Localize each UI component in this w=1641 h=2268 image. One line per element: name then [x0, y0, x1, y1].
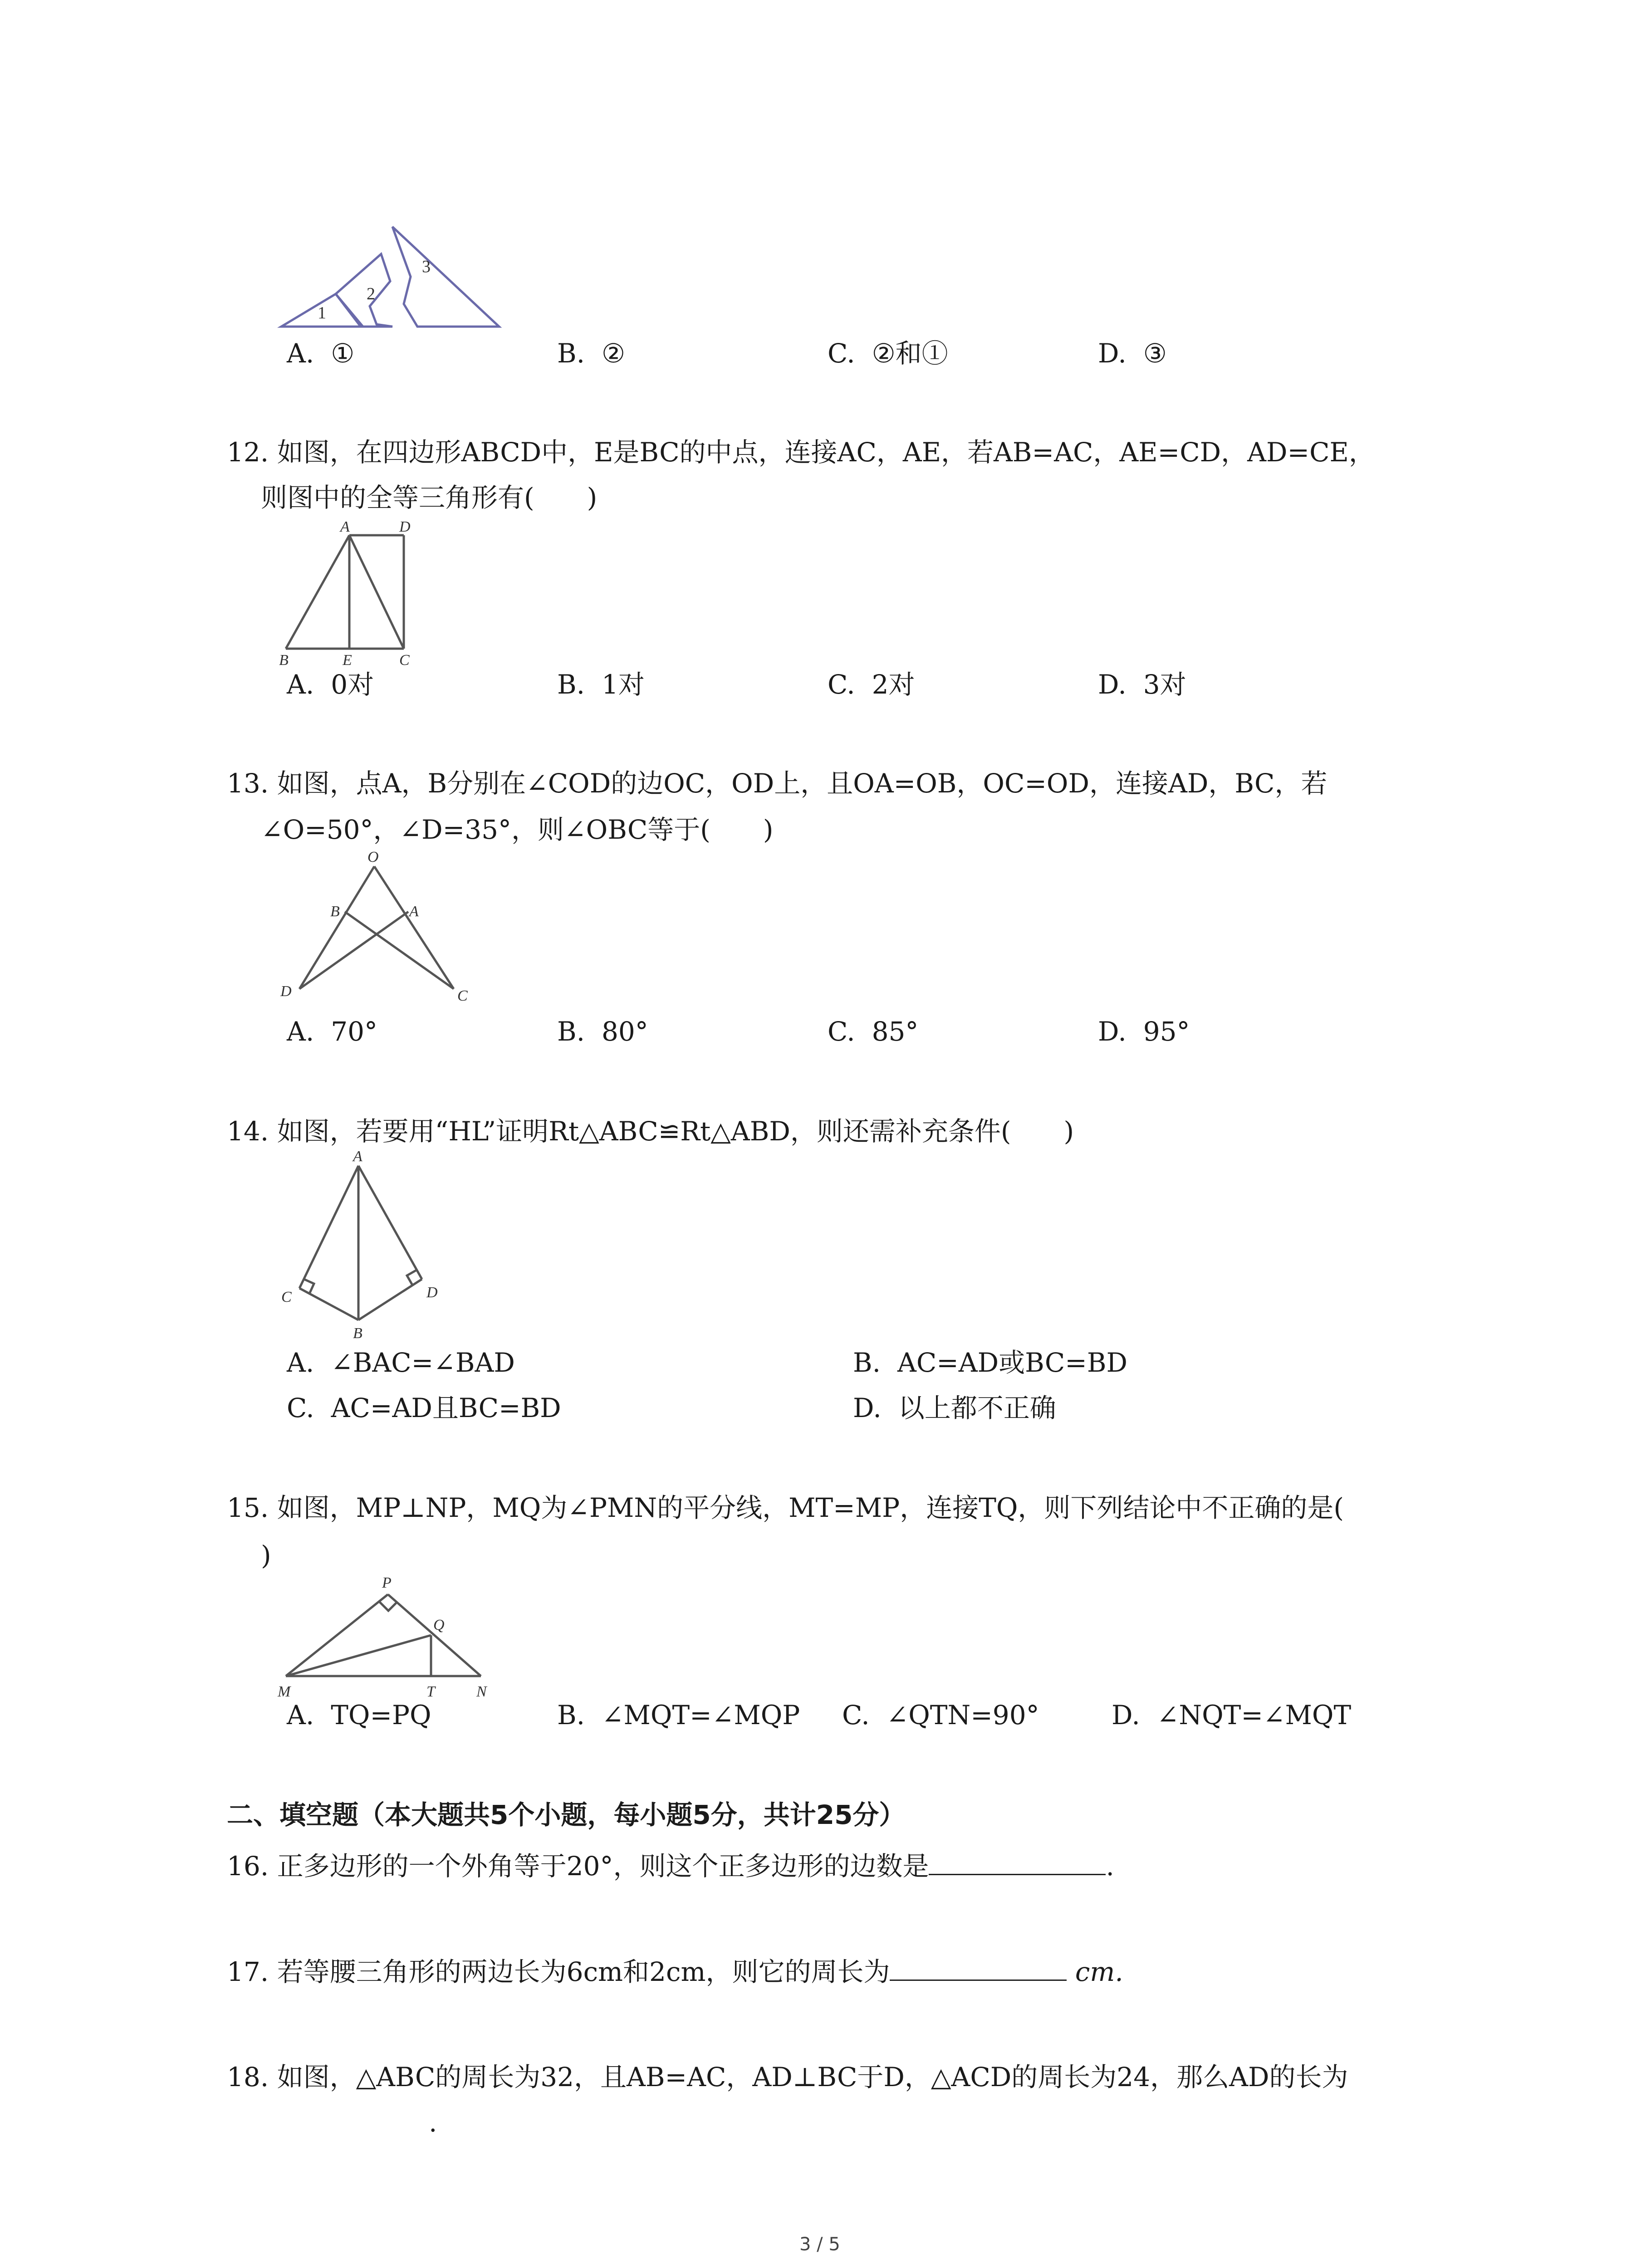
q12-label-e: E [343, 652, 352, 669]
page-number: 3 / 5 [799, 2234, 840, 2255]
q13-stem-line1: 13. 如图，点A，B分别在∠COD的边OC，OD上，且OA=OB，OC=OD，连接AD，BC，若 [227, 768, 1327, 799]
q11-label-3: 3 [422, 257, 431, 276]
q12-label-c: C [399, 652, 410, 669]
q12-option-b[interactable]: B. 1对 [557, 669, 645, 700]
q15-label-t: T [426, 1683, 435, 1700]
q14-label-d: D [426, 1284, 438, 1301]
q15-option-d[interactable]: D. ∠NQT=∠MQT [1112, 1700, 1352, 1730]
q14-option-b[interactable]: B. AC=AD或BC=BD [853, 1347, 1127, 1378]
q12-option-d[interactable]: D. 3对 [1098, 669, 1186, 700]
q12-label-b: B [279, 652, 289, 669]
q15-option-b[interactable]: B. ∠MQT=∠MQP [557, 1700, 800, 1730]
q15-label-m: M [278, 1683, 291, 1700]
q13-option-b[interactable]: B. 80° [557, 1016, 648, 1047]
q17-stem: 17. 若等腰三角形的两边长为6cm和2cm，则它的周长为 cm. [227, 1956, 1123, 1987]
q15-option-a[interactable]: A. TQ=PQ [287, 1700, 431, 1730]
q11-option-c[interactable]: C. ②和① [828, 338, 948, 369]
q13-label-c: C [457, 987, 468, 1004]
q11-option-a[interactable]: A. ① [287, 338, 355, 369]
q14-option-a[interactable]: A. ∠BAC=∠BAD [287, 1347, 515, 1378]
q11-option-d[interactable]: D. ③ [1098, 338, 1167, 369]
section-heading: 二、填空题（本大题共5个小题，每小题5分，共计25分） [227, 1799, 906, 1830]
q12-label-d: D [399, 518, 411, 535]
q16-answer-blank[interactable] [929, 1874, 1106, 1875]
q15-stem-line1: 15. 如图，MP⊥NP，MQ为∠PMN的平分线，MT=MP，连接TQ，则下列结论中不正确的是( [227, 1492, 1344, 1523]
q11-figure [272, 213, 517, 336]
q12-stem-line1: 12. 如图，在四边形ABCD中，E是BC的中点，连接AC，AE，若AB=AC，AE=CD，AD=CE， [227, 437, 1375, 468]
q14-option-c[interactable]: C. AC=AD且BC=BD [287, 1393, 561, 1423]
q17-answer-blank[interactable] [890, 1980, 1067, 1981]
q14-option-d[interactable]: D. 以上都不正确 [853, 1393, 1056, 1423]
q14-label-c: C [281, 1289, 292, 1305]
q13-option-d[interactable]: D. 95° [1098, 1016, 1190, 1047]
q13-option-c[interactable]: C. 85° [828, 1016, 919, 1047]
q14-label-b: B [353, 1325, 362, 1342]
q15-stem-line2: ) [261, 1540, 271, 1571]
q13-label-d: D [280, 983, 292, 1000]
q12-option-a[interactable]: A. 0对 [287, 669, 374, 700]
q13-option-a[interactable]: A. 70° [287, 1016, 378, 1047]
q13-stem-line2: ∠O=50°，∠D=35°，则∠OBC等于( ) [261, 814, 774, 845]
q18-answer-blank[interactable] [261, 2130, 429, 2131]
q13-label-b: B [330, 903, 340, 920]
q15-label-q: Q [433, 1617, 445, 1633]
q14-label-a: A [353, 1148, 362, 1165]
q18-stem-line2: . [261, 2109, 437, 2136]
q12-stem-line2: 则图中的全等三角形有( ) [261, 482, 598, 513]
q16-stem: 16. 正多边形的一个外角等于20°，则这个正多边形的边数是 . [227, 1851, 1114, 1882]
q12-figure [272, 517, 454, 667]
q12-label-a: A [340, 518, 350, 535]
q18-stem-line1: 18. 如图，△ABC的周长为32，且AB=AC，AD⊥BC于D，△ACD的周长为24，那么AD的长为 [227, 2062, 1348, 2092]
q11-label-2: 2 [367, 284, 375, 303]
q15-label-n: N [476, 1683, 487, 1700]
q15-label-p: P [382, 1574, 392, 1591]
q14-stem-line1: 14. 如图，若要用“HL”证明Rt△ABC≌Rt△ABD，则还需补充条件( ) [227, 1116, 1074, 1147]
q11-label-1: 1 [318, 303, 326, 323]
q12-option-c[interactable]: C. 2对 [828, 669, 915, 700]
q15-figure [272, 1567, 508, 1703]
q14-figure [272, 1148, 463, 1343]
q11-option-b[interactable]: B. ② [557, 338, 625, 369]
q15-option-c[interactable]: C. ∠QTN=90° [842, 1700, 1039, 1730]
q13-figure [272, 848, 481, 1012]
q13-label-o: O [367, 849, 379, 865]
q13-label-a: A [409, 903, 419, 920]
